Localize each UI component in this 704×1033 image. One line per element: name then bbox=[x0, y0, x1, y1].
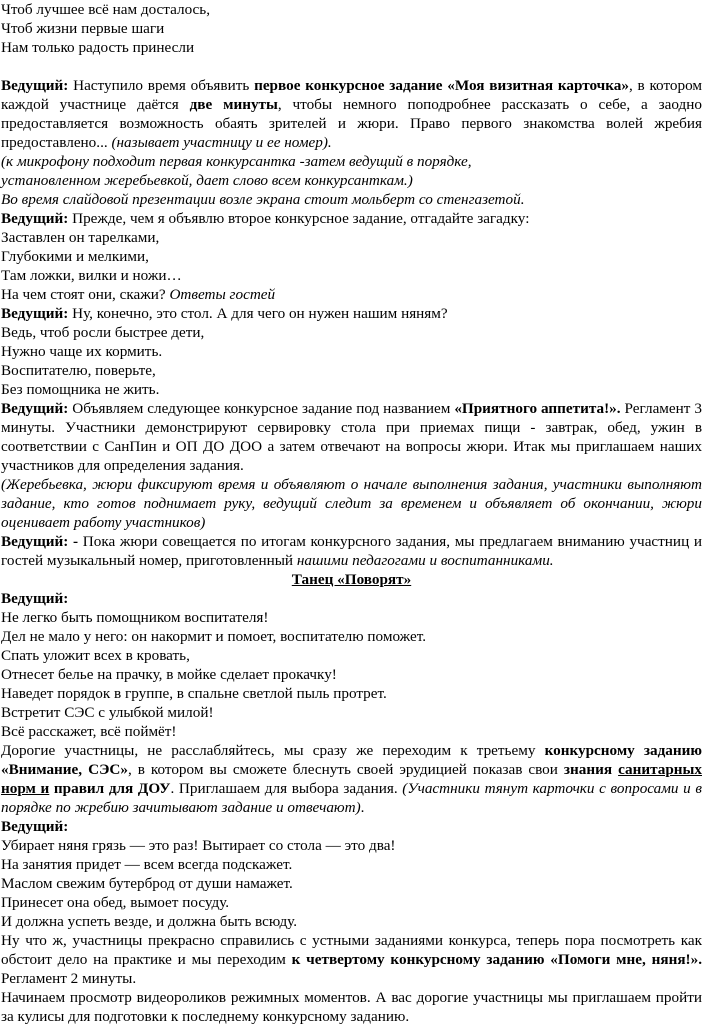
poem-line: И должна успеть везде, и должна быть всюду. bbox=[1, 913, 298, 930]
poem-line: Спать уложит всех в кровать, bbox=[1, 647, 190, 664]
poem-line: Встретит СЭС с улыбкой милой! bbox=[1, 704, 214, 721]
poem-line: Чтоб лучшее всё нам досталось, bbox=[1, 1, 210, 18]
riddle-line: Там ложки, вилки и ножи… bbox=[1, 267, 182, 284]
task2-note: (Жеребьевка, жюри фиксируют время и объявляют о начале выполнения задания, участники выполняют задание, кто готов поднимает руку, ведущий следит за временем и объявляет об окончании, жюри оценивает работу участников) bbox=[1, 476, 702, 531]
blank-line bbox=[1, 57, 702, 76]
stage-note: (к микрофону подходит первая конкурсантка -затем ведущий в порядке, bbox=[1, 153, 472, 170]
task2-paragraph: Ведущий: Объявляем следующее конкурсное задание под названием «Приятного аппетита!». Регламент 3 минуты. Участники демонстрируют сервировку стола при приемах пищи - завтрак, обед, ужин в соответствии с СанПин и ОП ДО ДОО а затем отвечают на вопросы жюри. Итак мы приглашаем наших участников для определения задания. bbox=[1, 400, 702, 474]
poem-line: Воспитателю, поверьте, bbox=[1, 362, 156, 379]
poem-line: Нужно чаще их кормить. bbox=[1, 343, 163, 360]
host-label: Ведущий: - bbox=[1, 533, 79, 550]
dance-title: Танец «Поворят» bbox=[291, 571, 412, 588]
host-label: Ведущий: bbox=[1, 77, 69, 94]
host-label: Ведущий: bbox=[1, 400, 69, 417]
poem-line: Не легко быть помощником воспитателя! bbox=[1, 609, 269, 626]
task3-paragraph: Дорогие участницы, не расслабляйтесь, мы сразу же переходим к третьему конкурсному заданию «Внимание, СЭС», в котором вы сможете блеснуть своей эрудицией показав свои знания санитарных норм и правил для ДОУ. Приглашаем для выбора задания. (Участники тянут карточки с вопросами и в порядке по жребию зачитывают задание и отвечают). bbox=[1, 742, 702, 816]
host-heading: Ведущий: bbox=[1, 818, 69, 835]
riddle-line: Заставлен он тарелками, bbox=[1, 229, 160, 246]
stage-note: Во время слайдовой презентации возле экрана стоит мольберт со стенгазетой. bbox=[1, 191, 525, 208]
table-question: Ведущий: Ну, конечно, это стол. А для чего он нужен нашим няням? bbox=[1, 305, 448, 322]
poem-line: Ведь, чтоб росли быстрее дети, bbox=[1, 324, 205, 341]
task4-paragraph: Ну что ж, участницы прекрасно справились с устными заданиями конкурса, теперь пора посмотреть как обстоит дело на практике и мы переходим к четвертому конкурсному заданию «Помоги мне, няня!». Регламент 2 минуты. bbox=[1, 932, 702, 987]
poem-line: Всё расскажет, всё поймёт! bbox=[1, 723, 177, 740]
host-heading: Ведущий: bbox=[1, 590, 69, 607]
task1-paragraph: Ведущий: Наступило время объявить первое конкурсное задание «Моя визитная карточка», в котором каждой участнице даётся две минуты, чтобы немного поподробнее рассказать о себе, а заодно предоставляется возможность обаять зрителей и жюри. Право первого знакомства волей жребия предоставлено... (называет участницу и ее номер). bbox=[1, 77, 702, 151]
poem-line: На занятия придет — всем всегда подскажет. bbox=[1, 856, 293, 873]
poem-line: Без помощника не жить. bbox=[1, 381, 160, 398]
host-label: Ведущий: bbox=[1, 305, 69, 322]
riddle-intro: Ведущий: Прежде, чем я объявлю второе конкурсное задание, отгадайте загадку: bbox=[1, 210, 530, 227]
riddle-question: На чем стоят они, скажи? Ответы гостей bbox=[1, 286, 276, 303]
host-label: Ведущий: bbox=[1, 210, 69, 227]
poem-line: Нам только радость принесли bbox=[1, 39, 195, 56]
poem-line: Принесет она обед, вымоет посуду. bbox=[1, 894, 230, 911]
final-paragraph: Начинаем просмотр видеороликов режимных моментов. А вас дорогие участницы мы приглашаем пройти за кулисы для подготовки к последнему конкурсному заданию. bbox=[1, 989, 702, 1025]
poem-line: Дел не мало у него: он накормит и помоет, воспитателю поможет. bbox=[1, 628, 426, 645]
riddle-line: Глубокими и мелкими, bbox=[1, 248, 149, 265]
poem-line: Наведет порядок в группе, в спальне светлой пыль протрет. bbox=[1, 685, 387, 702]
poem-line: Чтоб жизни первые шаги bbox=[1, 20, 165, 37]
poem-line: Маслом свежим бутерброд от души намажет. bbox=[1, 875, 293, 892]
music-paragraph: Ведущий: - Пока жюри совещается по итогам конкурсного задания, мы предлагаем вниманию участниц и гостей музыкальный номер, приготовленный нашими педагогами и воспитанниками. bbox=[1, 533, 702, 569]
poem-line: Убирает няня грязь — это раз! Вытирает со стола — это два! bbox=[1, 837, 396, 854]
poem-line: Отнесет белье на прачку, в мойке сделает прокачку! bbox=[1, 666, 337, 683]
stage-note: установленном жеребьевкой, дает слово всем конкурсанткам.) bbox=[1, 172, 413, 189]
